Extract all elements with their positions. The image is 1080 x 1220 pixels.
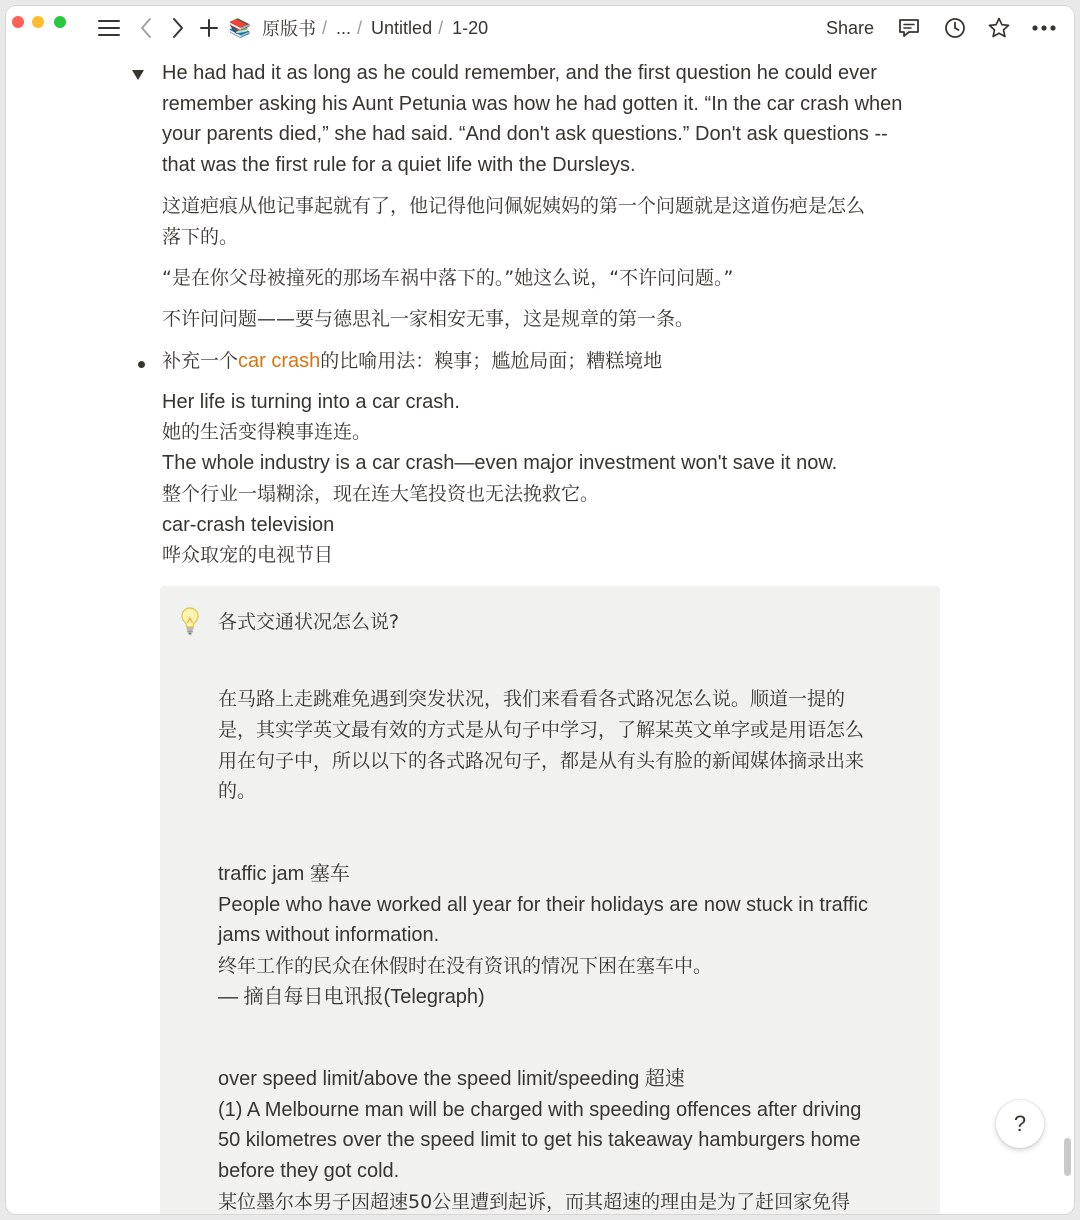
section-line: before they got cold. xyxy=(218,1160,400,1182)
example-line: 她的生活变得糗事连连。 xyxy=(162,421,372,443)
breadcrumb xyxy=(260,16,501,40)
toggle-arrow-icon[interactable] xyxy=(132,70,144,80)
callout-intro-line: 用在句子中，所以以下的各式路况句子，都是从有头有脸的新闻媒体摘录出来 xyxy=(218,750,865,772)
section-line: (1) A Melbourne man will be charged with speeding offences after driving xyxy=(218,1099,862,1121)
breadcrumb-separator: / xyxy=(438,17,444,38)
menu-icon[interactable] xyxy=(96,16,122,40)
section-line: 终年工作的民众在休假时在没有资讯的情况下困在塞车中。 xyxy=(218,955,713,977)
section-line: 某位墨尔本男子因超速50公里遭到起诉，而其超速的理由是为了赶回家免得 xyxy=(218,1191,851,1213)
minimize-window-button[interactable] xyxy=(32,16,44,28)
app-window xyxy=(6,6,1074,1214)
breadcrumb-item[interactable]: 原版书 xyxy=(262,19,316,39)
callout-intro-line: 的。 xyxy=(218,780,257,802)
section-heading: traffic jam 塞车 xyxy=(218,863,350,885)
share-button[interactable]: Share xyxy=(826,18,875,38)
top-bar xyxy=(6,6,1074,50)
bullet-suffix: 的比喻用法：糗事；尴尬局面；糟糕境地 xyxy=(320,350,663,372)
example-line: The whole industry is a car crash—even major investment won't save it now. xyxy=(162,452,838,474)
breadcrumb-separator: / xyxy=(357,17,363,38)
close-window-button[interactable] xyxy=(12,16,24,28)
scrollbar-thumb[interactable] xyxy=(1064,1138,1071,1176)
translation-line: “是在你父母被撞死的那场车祸中落下的。”她这么说，“不许问问题。” xyxy=(162,267,734,289)
bullet-dot xyxy=(138,361,145,368)
translation-line: 不许问问题——要与德思礼一家相安无事，这是规章的第一条。 xyxy=(162,308,695,330)
toggle-text-line: remember asking his Aunt Petunia was how he had gotten it. “In the car crash when xyxy=(162,93,903,115)
more-icon[interactable] xyxy=(1030,16,1058,40)
section-line: People who have worked all year for their holidays are now stuck in traffic xyxy=(218,894,868,916)
lightbulb-icon xyxy=(178,606,202,636)
example-line: 整个行业一塌糊涂，现在连大笔投资也无法挽救它。 xyxy=(162,483,600,505)
translation-line: 这道疤痕从他记事起就有了，他记得他问佩妮姨妈的第一个问题就是这道伤疤是怎么 xyxy=(162,195,866,217)
books-icon: 📚 xyxy=(228,17,252,38)
section-line: jams without information. xyxy=(218,924,440,946)
comment-icon[interactable] xyxy=(896,16,922,40)
callout-title: 各式交通状况怎么说? xyxy=(218,611,400,633)
section-line: 50 kilometres over the speed limit to get his takeaway hamburgers home xyxy=(218,1129,861,1151)
highlight-text: car crash xyxy=(238,350,321,372)
breadcrumb-item[interactable]: ... xyxy=(336,17,352,38)
callout-intro-line: 是，其实学英文最有效的方式是从句子中学习，了解某英文单字或是用语怎么 xyxy=(218,719,865,741)
example-line: car-crash television xyxy=(162,514,335,536)
page-content xyxy=(6,50,1074,1214)
breadcrumb-separator: / xyxy=(322,17,328,38)
translation-line: 落下的。 xyxy=(162,226,239,248)
help-button[interactable]: ? xyxy=(996,1100,1044,1148)
section-heading: over speed limit/above the speed limit/speeding 超速 xyxy=(218,1068,685,1090)
bullet-item xyxy=(162,346,662,377)
new-page-icon[interactable] xyxy=(198,16,220,40)
back-icon[interactable] xyxy=(136,16,156,40)
example-line: 哗众取宠的电视节目 xyxy=(162,544,334,566)
zoom-window-button[interactable] xyxy=(54,16,66,28)
clock-icon[interactable] xyxy=(942,16,968,40)
forward-icon[interactable] xyxy=(168,16,188,40)
bullet-prefix: 补充一个 xyxy=(162,350,239,372)
toggle-text-line: that was the first rule for a quiet life with the Dursleys. xyxy=(162,154,636,176)
section-line: — 摘自每日电讯报(Telegraph) xyxy=(218,986,485,1008)
toggle-text-line: your parents died,” she had said. “And don't ask questions.” Don't ask questions -- xyxy=(162,123,888,145)
callout-intro-line: 在马路上走跳难免遇到突发状况，我们来看看各式路况怎么说。顺道一提的 xyxy=(218,688,846,710)
breadcrumb-item[interactable]: 1-20 xyxy=(452,17,489,38)
example-line: Her life is turning into a car crash. xyxy=(162,391,460,413)
star-icon[interactable] xyxy=(986,16,1012,40)
breadcrumb-item[interactable]: Untitled xyxy=(371,17,433,38)
toggle-text-line: He had had it as long as he could remember, and the first question he could ever xyxy=(162,62,877,84)
